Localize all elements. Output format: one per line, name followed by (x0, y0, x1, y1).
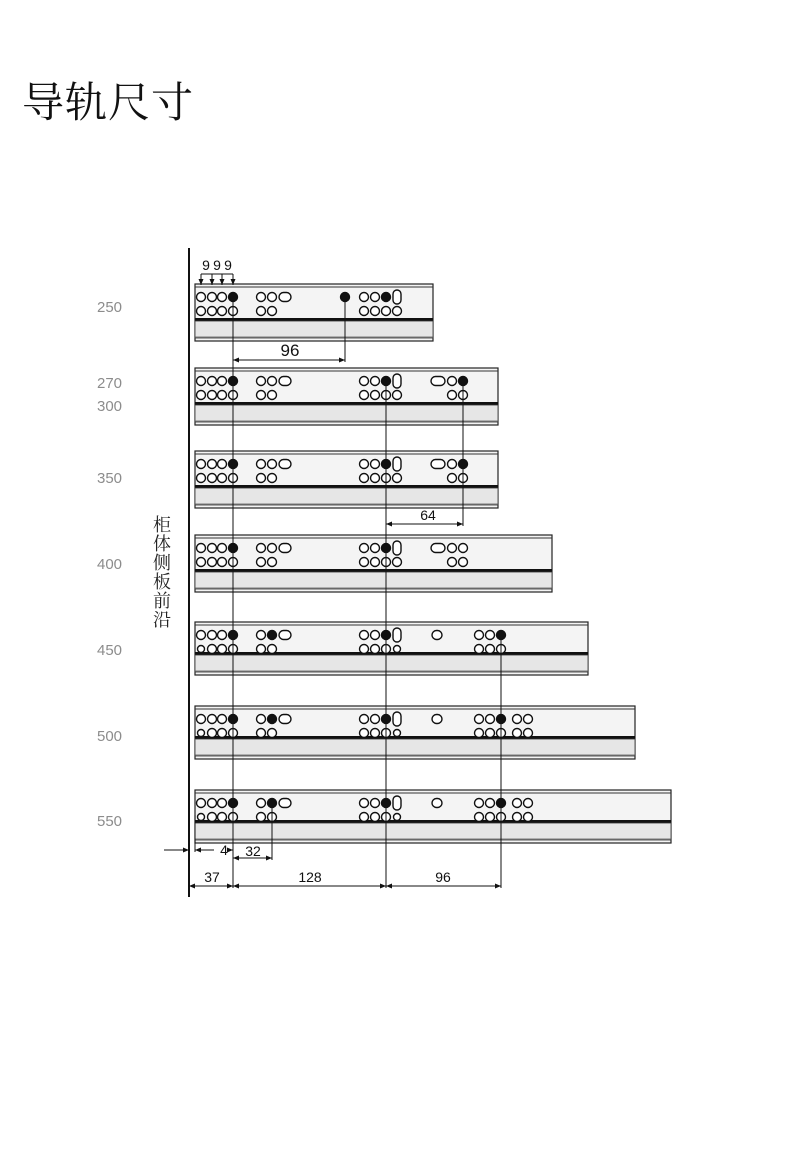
rail-length-550: 550 (97, 813, 123, 830)
dim-span-250: 96 (280, 341, 300, 360)
cabinet-side-panel-front-label: 柜体侧板前沿 (153, 515, 171, 631)
rail-350 (195, 451, 498, 508)
rail-270-300 (195, 368, 498, 425)
rail-450 (195, 622, 588, 675)
rail-length-500: 500 (97, 728, 123, 745)
rail-400 (195, 535, 552, 592)
rail-length-350: 350 (97, 470, 123, 487)
rail-length-400: 400 (97, 556, 123, 573)
dim-front-offset: 37 (204, 869, 220, 885)
dim-pitch-a: 9 (202, 257, 210, 273)
rail-length-450: 450 (97, 642, 123, 659)
rail-550 (195, 790, 671, 843)
dim-main-span: 128 (298, 869, 322, 885)
rail-length-300: 300 (97, 398, 123, 415)
dim-rear-span: 96 (435, 869, 451, 885)
rail-length-270: 270 (97, 375, 123, 392)
rail-500 (195, 706, 635, 759)
dim-pitch-c: 9 (224, 257, 232, 273)
page-title: 导轨尺寸 (22, 78, 195, 127)
dim-front-gap: 4 (220, 842, 228, 858)
dim-span-350: 64 (420, 507, 436, 523)
rail-250 (195, 284, 433, 341)
dim-first-gap: 32 (245, 843, 261, 859)
dim-pitch-b: 9 (213, 257, 221, 273)
rail-length-250: 250 (97, 299, 123, 316)
